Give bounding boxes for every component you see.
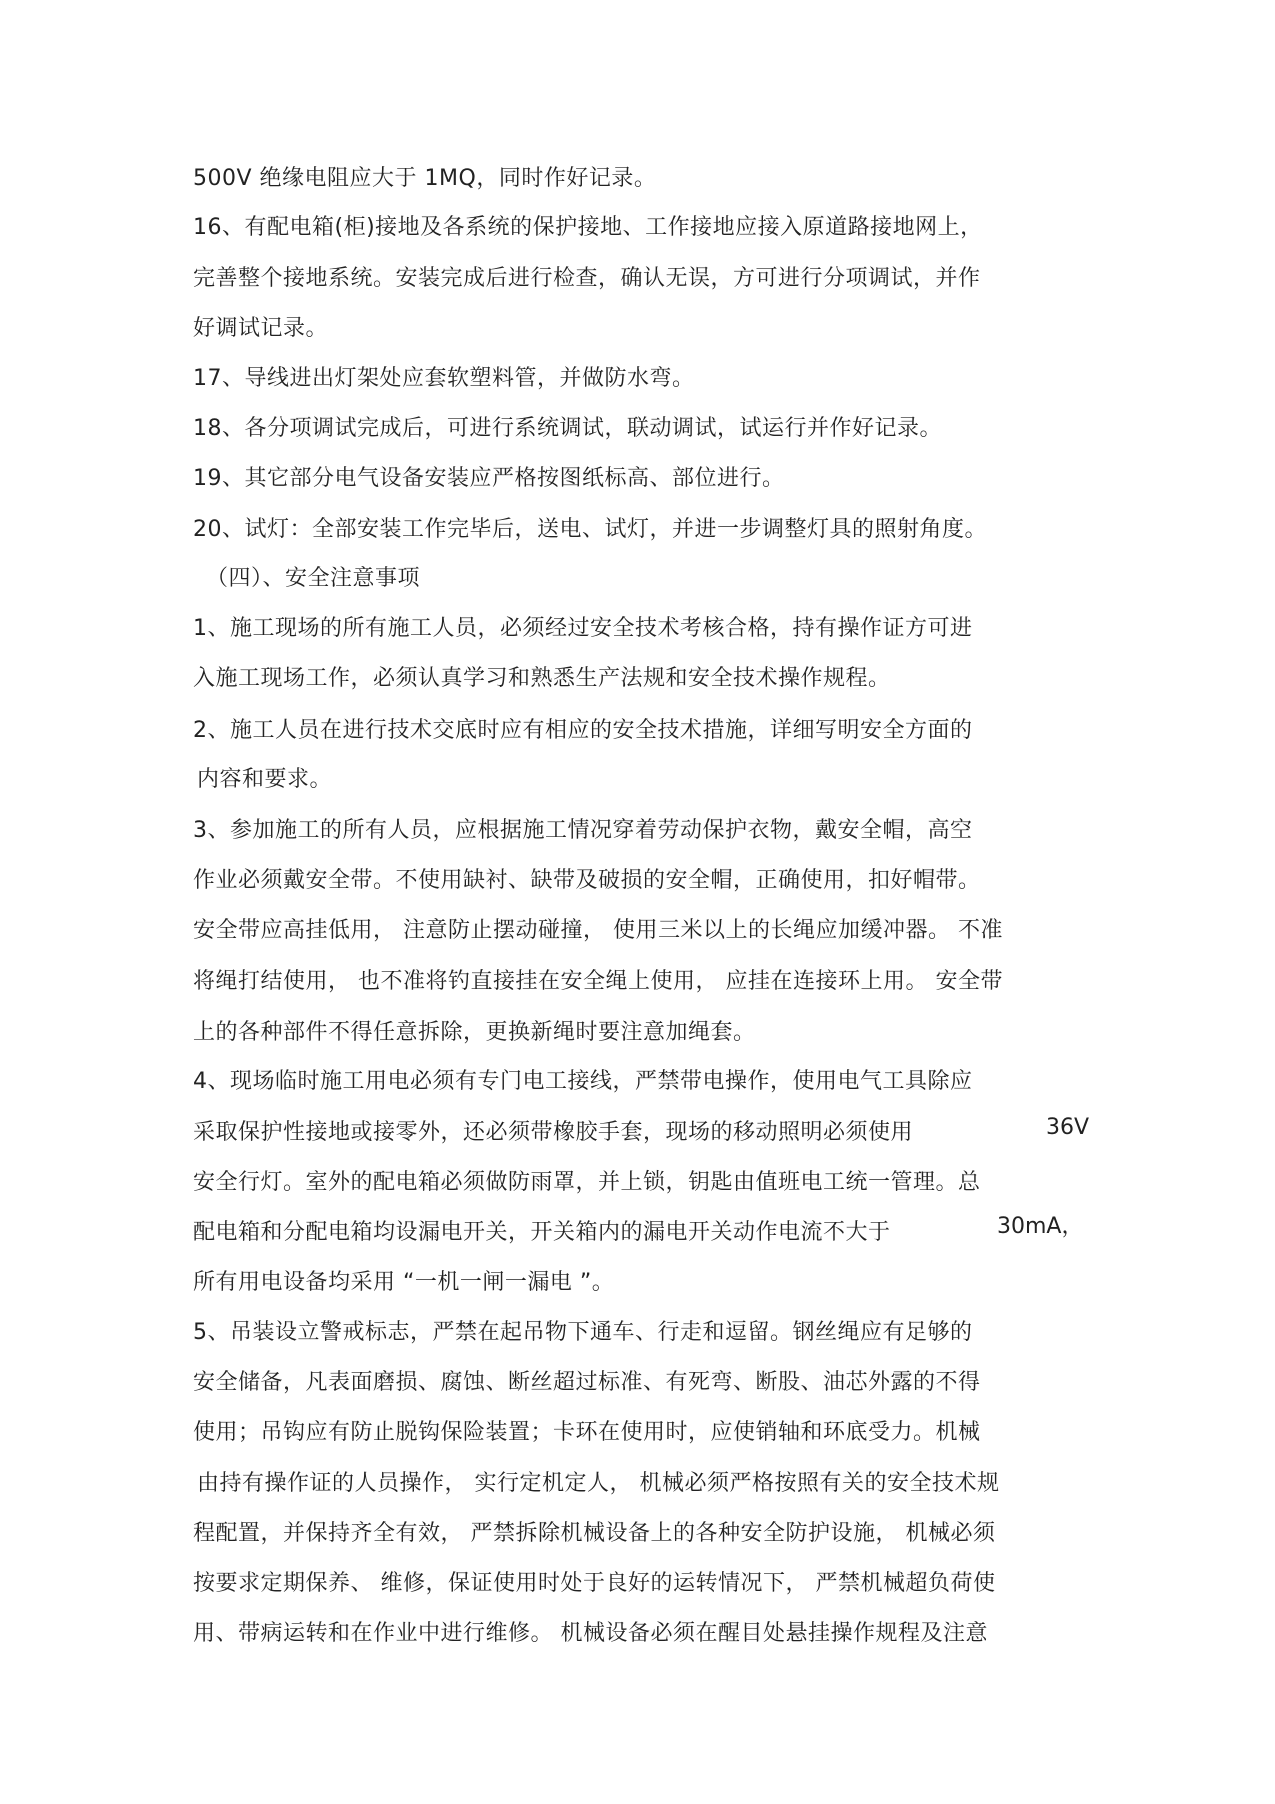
text-line-26: 使用；吊钩应有防止脱钩保险装置；卡环在使用时，应使销轴和环底受力。机械	[193, 1420, 981, 1445]
text-line-30: 用、带病运转和在作业中进行维修。 机械设备必须在醒目处悬挂操作规程及注意	[193, 1621, 988, 1646]
text-line-17: 将绳打结使用， 也不准将钓直接挂在安全绳上使用， 应挂在连接环上用。 安全带	[193, 969, 1003, 994]
text-line-2: 16、有配电箱(柜)接地及各系统的保护接地、工作接地应接入原道路接地网上，	[193, 215, 983, 240]
current-value: 30mA，	[997, 1214, 1084, 1239]
text-line-23: 所有用电设备均采用 “一机一闸一漏电 ”。	[193, 1270, 615, 1295]
voltage-value: 36V	[1046, 1115, 1090, 1140]
text-line-27: 由持有操作证的人员操作， 实行定机定人， 机械必须严格按照有关的安全技术规	[197, 1471, 1000, 1496]
text-line-20: 采取保护性接地或接零外，还必须带橡胶手套，现场的移动照明必须使用	[193, 1120, 914, 1145]
section-heading: （四）、安全注意事项	[206, 566, 421, 591]
text-line-29: 按要求定期保养、 维修，保证使用时处于良好的运转情况下， 严禁机械超负荷使	[193, 1571, 996, 1596]
text-line-1: 500V 绝缘电阻应大于 1MQ，同时作好记录。	[193, 166, 657, 191]
text-line-5: 17、导线进出灯架处应套软塑料管，并做防水弯。	[193, 366, 695, 391]
text-line-24: 5、吊装设立警戒标志，严禁在起吊物下通车、行走和逗留。钢丝绳应有足够的	[193, 1320, 973, 1345]
text-line-3: 完善整个接地系统。安装完成后进行检查，确认无误，方可进行分项调试，并作	[193, 266, 981, 291]
text-line-14: 3、参加施工的所有人员，应根据施工情况穿着劳动保护衣物，戴安全帽，高空	[193, 818, 973, 843]
text-line-15: 作业必须戴安全带。不使用缺衬、缺带及破损的安全帽，正确使用，扣好帽带。	[193, 868, 981, 893]
text-line-19: 4、现场临时施工用电必须有专门电工接线，严禁带电操作，使用电气工具除应	[193, 1069, 973, 1094]
text-line-18: 上的各种部件不得任意拆除，更换新绳时要注意加绳套。	[193, 1020, 756, 1045]
text-line-28: 程配置，并保持齐全有效， 严禁拆除机械设备上的各种安全防护设施， 机械必须	[193, 1521, 996, 1546]
text-line-10: 1、施工现场的所有施工人员，必须经过安全技术考核合格，持有操作证方可进	[193, 616, 973, 641]
text-line-25: 安全储备，凡表面磨损、腐蚀、断丝超过标准、有死弯、断股、油芯外露的不得	[193, 1370, 981, 1395]
text-line-13: 内容和要求。	[197, 767, 333, 792]
text-line-7: 19、其它部分电气设备安装应严格按图纸标高、部位进行。	[193, 466, 785, 491]
text-line-6: 18、各分项调试完成后，可进行系统调试，联动调试，试运行并作好记录。	[193, 416, 942, 441]
text-line-22: 配电箱和分配电箱均设漏电开关，开关箱内的漏电开关动作电流不大于	[193, 1220, 891, 1245]
text-line-12: 2、施工人员在进行技术交底时应有相应的安全技术措施，详细写明安全方面的	[193, 718, 973, 743]
text-line-21: 安全行灯。室外的配电箱必须做防雨罩，并上锁，钥匙由值班电工统一管理。总	[193, 1170, 981, 1195]
text-line-8: 20、试灯：全部安装工作完毕后，送电、试灯，并进一步调整灯具的照射角度。	[193, 517, 987, 542]
text-line-11: 入施工现场工作，必须认真学习和熟悉生产法规和安全技术操作规程。	[193, 666, 891, 691]
text-line-4: 好调试记录。	[193, 316, 329, 341]
text-line-16: 安全带应高挂低用， 注意防止摆动碰撞， 使用三米以上的长绳应加缓冲器。 不准	[193, 918, 1003, 943]
